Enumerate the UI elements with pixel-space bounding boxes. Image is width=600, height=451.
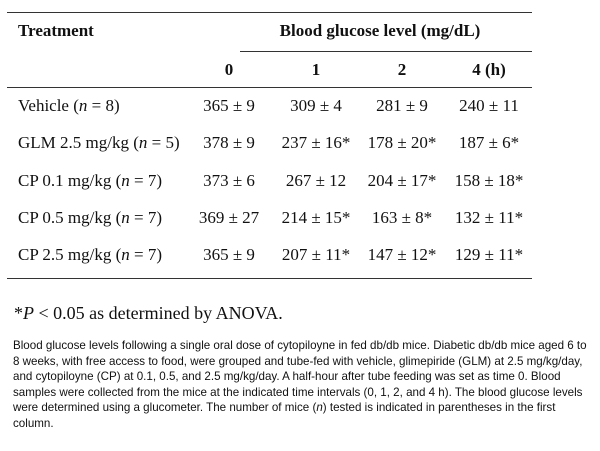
- table-cell: 178 ± 20*: [367, 133, 437, 152]
- table-cell: 365 ± 9: [203, 96, 255, 115]
- table-top-rule: [7, 12, 532, 13]
- table-row-label: GLM 2.5 mg/kg (n = 5): [18, 133, 180, 152]
- treatment-header: Treatment: [18, 21, 94, 40]
- table-cell: 240 ± 11: [459, 96, 519, 115]
- timepoint-header-4: 4 (h): [472, 60, 506, 79]
- table-cell: 267 ± 12: [285, 171, 347, 190]
- table-cell: 309 ± 4: [290, 96, 342, 115]
- figure-caption: Blood glucose levels following a single oral dose of cytopiloyne in fed db/db mice. Diabetic db/db mice aged 6 to 8 weeks, with free access to food, were grouped and tube-fed with vehicle, glimepiride (GLM) at 2.5 mg/kg/day, and cytopiloyne (CP) at 0.1, 0.5, and 2.5 mg/kg/day. A half-hour after tube feeding was set as time 0. Blood samples were collected from the mice at the indicated time intervals (0, 1, 2, and 4 h). The blood glucose levels were determined using a glucometer. The number of mice (n) tested is indicated in parentheses in the first column.: [13, 339, 587, 430]
- table-cell: 369 ± 27: [198, 208, 260, 227]
- table-row-label: CP 2.5 mg/kg (n = 7): [18, 245, 163, 264]
- table-cell: 129 ± 11*: [454, 245, 524, 264]
- table-spanner-rule: [240, 51, 532, 52]
- table-cell: 204 ± 17*: [367, 171, 437, 190]
- timepoint-header-0: 0: [224, 60, 234, 79]
- table-row-label: Vehicle (n = 8): [18, 96, 120, 115]
- table-bottom-rule: [7, 278, 532, 279]
- timepoint-header-1: 1: [311, 60, 321, 79]
- table-footnote: *P < 0.05 as determined by ANOVA.: [14, 303, 283, 323]
- table-cell: 237 ± 16*: [281, 133, 351, 152]
- table-cell: 214 ± 15*: [281, 208, 351, 227]
- table-cell: 187 ± 6*: [458, 133, 520, 152]
- glucose-header: Blood glucose level (mg/dL): [279, 21, 481, 40]
- table-cell: 147 ± 12*: [367, 245, 437, 264]
- table-cell: 158 ± 18*: [454, 171, 524, 190]
- table-cell: 163 ± 8*: [371, 208, 433, 227]
- table-row-label: CP 0.1 mg/kg (n = 7): [18, 171, 163, 190]
- table-cell: 207 ± 11*: [281, 245, 351, 264]
- table-cell: 373 ± 6: [203, 171, 255, 190]
- table-cell: 281 ± 9: [376, 96, 428, 115]
- table-cell: 378 ± 9: [203, 133, 255, 152]
- timepoint-header-2: 2: [397, 60, 407, 79]
- table-cell: 365 ± 9: [203, 245, 255, 264]
- table-row-label: CP 0.5 mg/kg (n = 7): [18, 208, 163, 227]
- table-cell: 132 ± 11*: [454, 208, 524, 227]
- table-header-rule: [7, 87, 532, 88]
